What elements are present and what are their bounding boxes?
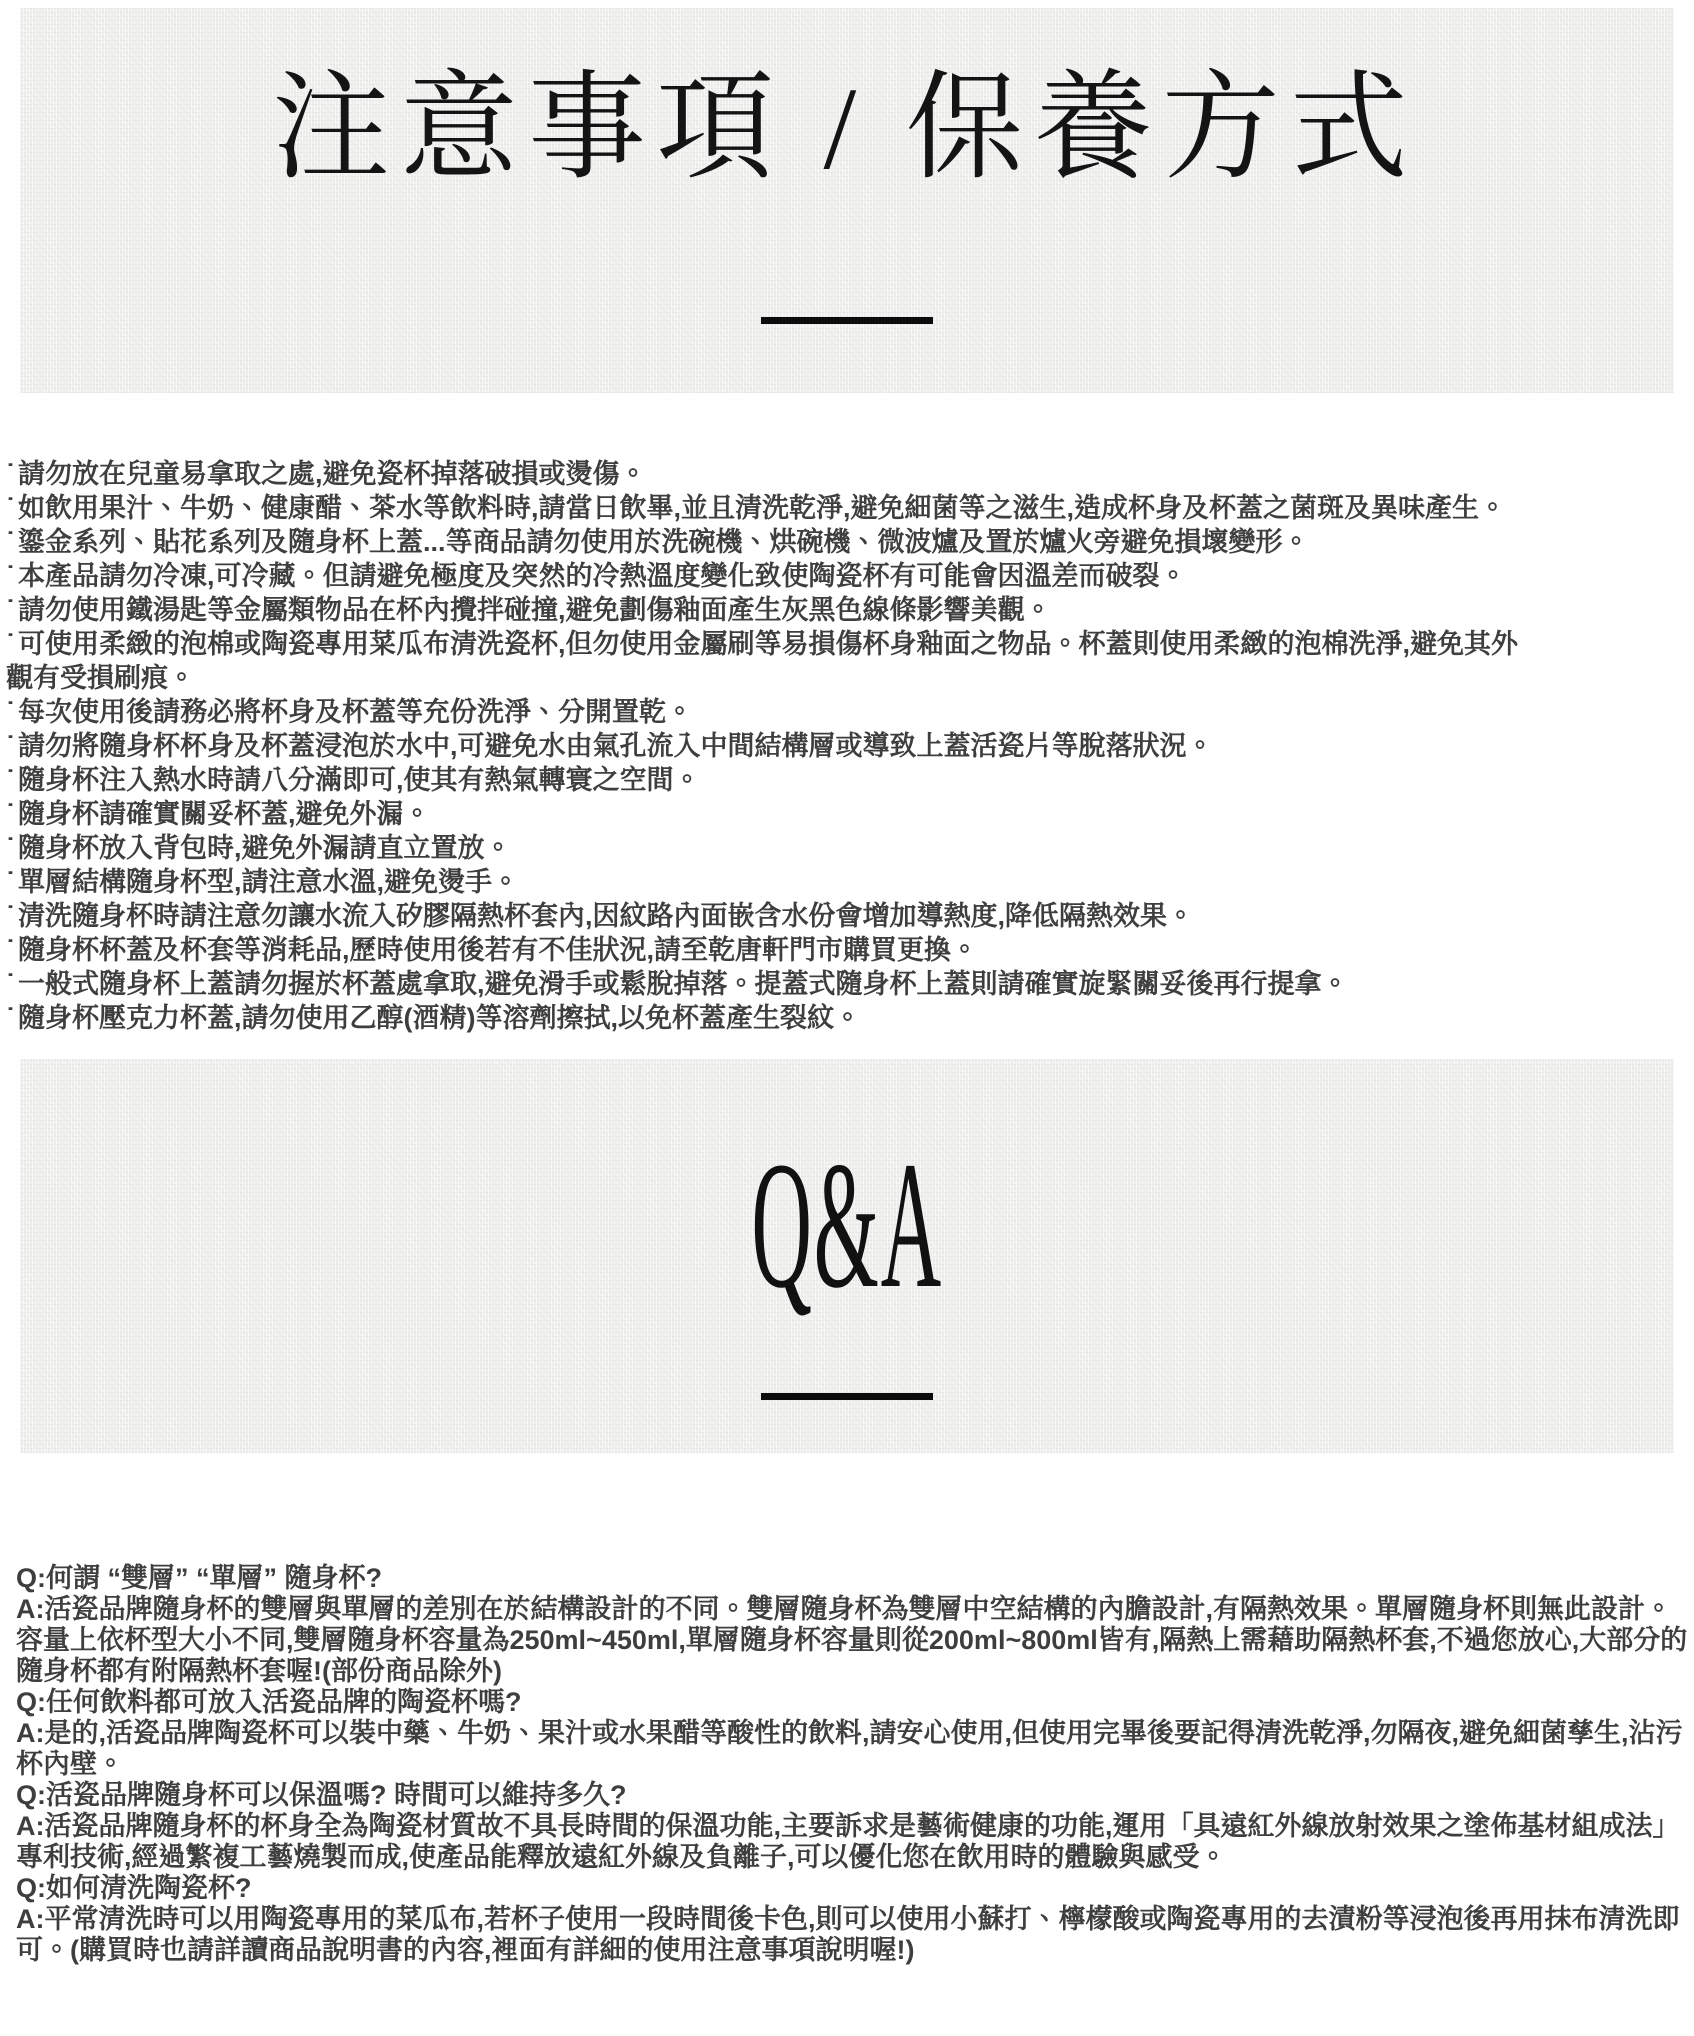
care-note-item [6,491,1536,525]
bullet-dot-icon: ˙ [6,459,15,489]
care-note-item [6,457,1536,491]
care-note-text: 清洗隨身杯時請注意勿讓水流入矽膠隔熱杯套內,因紋路內面嵌含水份會增加導熱度,降低隔熱效果。 [18,901,1195,931]
bullet-dot-icon: ˙ [6,833,15,863]
bullet-dot-icon: ˙ [6,731,15,761]
qa-question: Q:如何清洗陶瓷杯? [16,1873,252,1903]
care-notes-list [6,457,1536,1035]
bullet-dot-icon: ˙ [6,527,15,557]
care-note-item [6,831,1536,865]
qa-banner-title-wrap [20,1125,1674,1326]
bullet-dot-icon: ˙ [6,969,15,999]
bullet-dot-icon: ˙ [6,799,15,829]
care-note-text: 鎏金系列、貼花系列及隨身杯上蓋...等商品請勿使用於洗碗機、烘碗機、微波爐及置於爐火旁避免損壞變形。 [18,527,1310,557]
qa-question: Q:任何飲料都可放入活瓷品牌的陶瓷杯嗎? [16,1687,522,1717]
bullet-dot-icon: ˙ [6,697,15,727]
qa-question: Q:活瓷品牌隨身杯可以保溫嗎? 時間可以維持多久? [16,1780,627,1810]
care-note-item [6,763,1536,797]
bullet-dot-icon: ˙ [6,935,15,965]
qa-answer: A:是的,活瓷品牌陶瓷杯可以裝中藥、牛奶、果汁或水果醋等酸性的飲料,請安心使用,但使用完畢後要記得清洗乾淨,勿隔夜,避免細菌孳生,沾污杯內壁。 [16,1718,1683,1779]
bullet-dot-icon: ˙ [6,629,15,659]
notice-divider [761,317,933,324]
care-note-item [6,1001,1536,1035]
care-note-text: 隨身杯注入熱水時請八分滿即可,使其有熱氣轉寰之空間。 [18,765,701,795]
bullet-dot-icon: ˙ [6,493,15,523]
bullet-dot-icon: ˙ [6,561,15,591]
care-note-item [6,865,1536,899]
notice-banner [20,8,1674,393]
qa-answer: A:活瓷品牌隨身杯的雙層與單層的差別在於結構設計的不同。雙層隨身杯為雙層中空結構的內膽設計,有隔熱效果。單層隨身杯則無此設計。容量上依杯型大小不同,雙層隨身杯容量為250ml~450ml,單層隨身杯容量則從200ml~800ml皆有,隔熱上需藉助隔熱杯套,不過您放心,大部分的隨身杯都有附隔熱杯套喔!(部份商品除外) [16,1594,1688,1686]
care-note-text: 隨身杯放入背包時,避免外漏請直立置放。 [18,833,512,863]
care-note-item [6,797,1536,831]
care-note-item [6,525,1536,559]
care-note-item [6,967,1536,1001]
care-note-text: 一般式隨身杯上蓋請勿握於杯蓋處拿取,避免滑手或鬆脫掉落。提蓋式隨身杯上蓋則請確實旋緊關妥後再行提拿。 [18,969,1349,999]
bullet-dot-icon: ˙ [6,1003,15,1033]
qa-answer: A:活瓷品牌隨身杯的杯身全為陶瓷材質故不具長時間的保溫功能,主要訴求是藝術健康的功能,運用「具遠紅外線放射效果之塗佈基材組成法」專利技術,經過繁複工藝燒製而成,使產品能釋放遠紅外線及負離子,可以優化您在飲用時的體驗與感受。 [16,1811,1680,1872]
care-note-text: 隨身杯杯蓋及杯套等消耗品,歷時使用後若有不佳狀況,請至乾唐軒門市購買更換。 [18,935,979,965]
care-note-text: 每次使用後請務必將杯身及杯蓋等充份洗淨、分開置乾。 [18,697,693,727]
qa-banner-title: Q&A [751,1125,943,1326]
care-note-item [6,695,1536,729]
care-note-text: 可使用柔緻的泡棉或陶瓷專用菜瓜布清洗瓷杯,但勿使用金屬刷等易損傷杯身釉面之物品。杯蓋則使用柔緻的泡棉洗淨,避免其外觀有受損刷痕。 [6,629,1519,693]
care-note-text: 隨身杯壓克力杯蓋,請勿使用乙醇(酒精)等溶劑擦拭,以免杯蓋產生裂紋。 [18,1003,861,1033]
care-note-text: 請勿放在兒童易拿取之處,避免瓷杯掉落破損或燙傷。 [18,459,647,489]
qa-banner [20,1059,1674,1453]
bullet-dot-icon: ˙ [6,867,15,897]
bullet-dot-icon: ˙ [6,595,15,625]
qa-answer: A:平常清洗時可以用陶瓷專用的菜瓜布,若杯子使用一段時間後卡色,則可以使用小蘇打、檸檬酸或陶瓷專用的去漬粉等浸泡後再用抹布清洗即可。(購買時也請詳讀商品說明書的內容,裡面有詳細的使用注意事項說明喔!) [16,1904,1680,1965]
care-note-text: 本產品請勿冷凍,可冷藏。但請避免極度及突然的冷熱溫度變化致使陶瓷杯有可能會因溫差而破裂。 [18,561,1187,591]
notice-banner-title: 注意事項 / 保養方式 [272,63,1418,194]
care-note-item [6,559,1536,593]
care-note-text: 請勿使用鐵湯匙等金屬類物品在杯內攪拌碰撞,避免劃傷釉面產生灰黑色線條影響美觀。 [18,595,1052,625]
care-note-item [6,593,1536,627]
qa-divider [761,1393,933,1400]
bullet-dot-icon: ˙ [6,901,15,931]
qa-question: Q:何謂 “雙層” “單層” 隨身杯? [16,1563,382,1593]
qa-text-block [16,1563,1690,1966]
care-note-item [6,729,1536,763]
care-note-item [6,899,1536,933]
care-note-text: 如飲用果汁、牛奶、健康醋、茶水等飲料時,請當日飲畢,並且清洗乾淨,避免細菌等之滋生,造成杯身及杯蓋之菌斑及異味產生。 [18,493,1507,523]
care-note-text: 請勿將隨身杯杯身及杯蓋浸泡於水中,可避免水由氣孔流入中間結構層或導致上蓋活瓷片等脫落狀況。 [18,731,1214,761]
care-note-item [6,627,1536,695]
care-note-text: 隨身杯請確實關妥杯蓋,避免外漏。 [18,799,431,829]
care-note-item [6,933,1536,967]
product-care-page [0,8,1694,2036]
bullet-dot-icon: ˙ [6,765,15,795]
care-note-text: 單層結構隨身杯型,請注意水溫,避免燙手。 [18,867,520,897]
